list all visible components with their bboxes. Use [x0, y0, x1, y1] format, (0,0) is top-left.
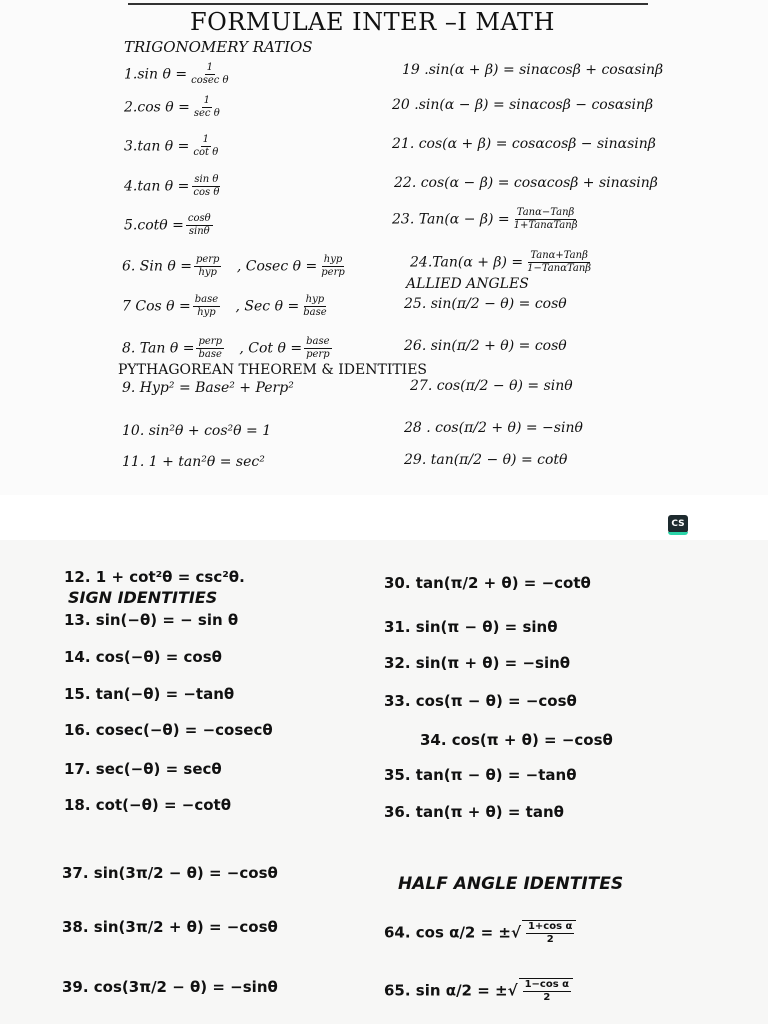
formula-23: 23. Tan(α − β) = $\frac{\text{Tanα−Tanβ}}{\text{1+TanαTanβ}}$ [392, 207, 578, 231]
heading-pythagorean: PYTHAGOREAN THEOREM & IDENTITIES [118, 362, 428, 378]
formula-7: 7 Cos θ = $\frac{\text{base}}{\text{hyp}}$ , Sec θ = $\frac{\text{hyp}}{\text{base}}$ [122, 294, 327, 318]
page-title: FORMULAE INTER –I MATH [190, 8, 555, 36]
heading-trig-ratios: TRIGONOMERY RATIOS [124, 38, 313, 56]
formula-2: 2.cos θ = $\frac{1}{\text{sec θ}}$ [124, 95, 220, 119]
formula-18: 18. cot(−θ) = −cotθ [64, 796, 231, 814]
formula-19: 19 .sin(α + β) = sinαcosβ + cosαsinβ [402, 62, 664, 78]
formula-15: 15. tan(−θ) = −tanθ [64, 685, 235, 703]
formula-29: 29. tan(π/2 − θ) = cotθ [404, 452, 568, 468]
top-rule [128, 3, 648, 5]
formula-27: 27. cos(π/2 − θ) = sinθ [410, 378, 573, 394]
formula-31: 31. sin(π − θ) = sinθ [384, 618, 558, 636]
formula-9: 9. Hyp² = Base² + Perp² [122, 380, 294, 396]
formula-35: 35. tan(π − θ) = −tanθ [384, 766, 577, 784]
formula-36: 36. tan(π + θ) = tanθ [384, 803, 564, 821]
formula-5: 5.cotθ = $\frac{\cos\theta}{\sin\theta}$ [124, 213, 211, 237]
formula-14: 14. cos(−θ) = cosθ [64, 648, 222, 666]
heading-sign-identities: SIGN IDENTITIES [68, 588, 218, 607]
formula-65: 65. sin α/2 = ±√ $\frac{\text{1−cos α}}{2}$ [384, 978, 573, 1004]
camscanner-badge: CS [668, 515, 688, 533]
formula-20: 20 .sin(α − β) = sinαcosβ − cosαsinβ [392, 97, 654, 113]
formula-64: 64. cos α/2 = ±√ $\frac{\text{1+cos α}}{2}$ [384, 920, 576, 946]
formula-21: 21. cos(α + β) = cosαcosβ − sinαsinβ [392, 136, 656, 152]
formula-8: 8. Tan θ = $\frac{\text{perp}}{\text{base}}$ , Cot θ = $\frac{\text{base}}{\text{perp}}$ [122, 336, 330, 360]
formula-33: 33. cos(π − θ) = −cosθ [384, 692, 577, 710]
formula-26: 26. sin(π/2 + θ) = cosθ [404, 338, 567, 354]
formula-1: 1.sin θ = $\frac{1}{\text{cosec θ}}$ [124, 62, 229, 86]
formula-6: 6. Sin θ = $\frac{\text{perp}}{\text{hyp}}$ , Cosec θ = $\frac{\text{hyp}}{\text{perp}}$ [122, 254, 345, 278]
formula-32: 32. sin(π + θ) = −sinθ [384, 654, 571, 672]
formula-16: 16. cosec(−θ) = −cosecθ [64, 721, 273, 739]
formula-12: 12. 1 + cot²θ = csc²θ. [64, 568, 245, 586]
formula-3: 3.tan θ = $\frac{1}{\text{cot θ}}$ [124, 134, 219, 158]
formula-28: 28 . cos(π/2 + θ) = −sinθ [404, 420, 583, 436]
formula-4: 4.tan θ = $\frac{\text{sin θ}}{\text{cos θ}}$ [124, 174, 220, 198]
formula-13: 13. sin(−θ) = − sin θ [64, 611, 239, 629]
formula-10: 10. sin²θ + cos²θ = 1 [122, 423, 272, 439]
heading-allied-angles: ALLIED ANGLES [406, 276, 529, 292]
formula-22: 22. cos(α − β) = cosαcosβ + sinαsinβ [394, 175, 658, 191]
formula-39: 39. cos(3π/2 − θ) = −sinθ [62, 978, 278, 996]
formula-11: 11. 1 + tan²θ = sec² [122, 454, 265, 470]
formula-17: 17. sec(−θ) = secθ [64, 760, 222, 778]
formula-24: 24.Tan(α + β) = $\frac{\text{Tanα+Tanβ}}{\text{1−TanαTanβ}}$ [410, 250, 592, 274]
heading-half-angle: HALF ANGLE IDENTITES [398, 874, 624, 894]
formula-38: 38. sin(3π/2 + θ) = −cosθ [62, 918, 278, 936]
formula-30: 30. tan(π/2 + θ) = −cotθ [384, 574, 591, 592]
page-gap [0, 495, 768, 540]
formula-25: 25. sin(π/2 − θ) = cosθ [404, 296, 567, 312]
formula-37: 37. sin(3π/2 − θ) = −cosθ [62, 864, 278, 882]
formula-34: 34. cos(π + θ) = −cosθ [420, 731, 613, 749]
